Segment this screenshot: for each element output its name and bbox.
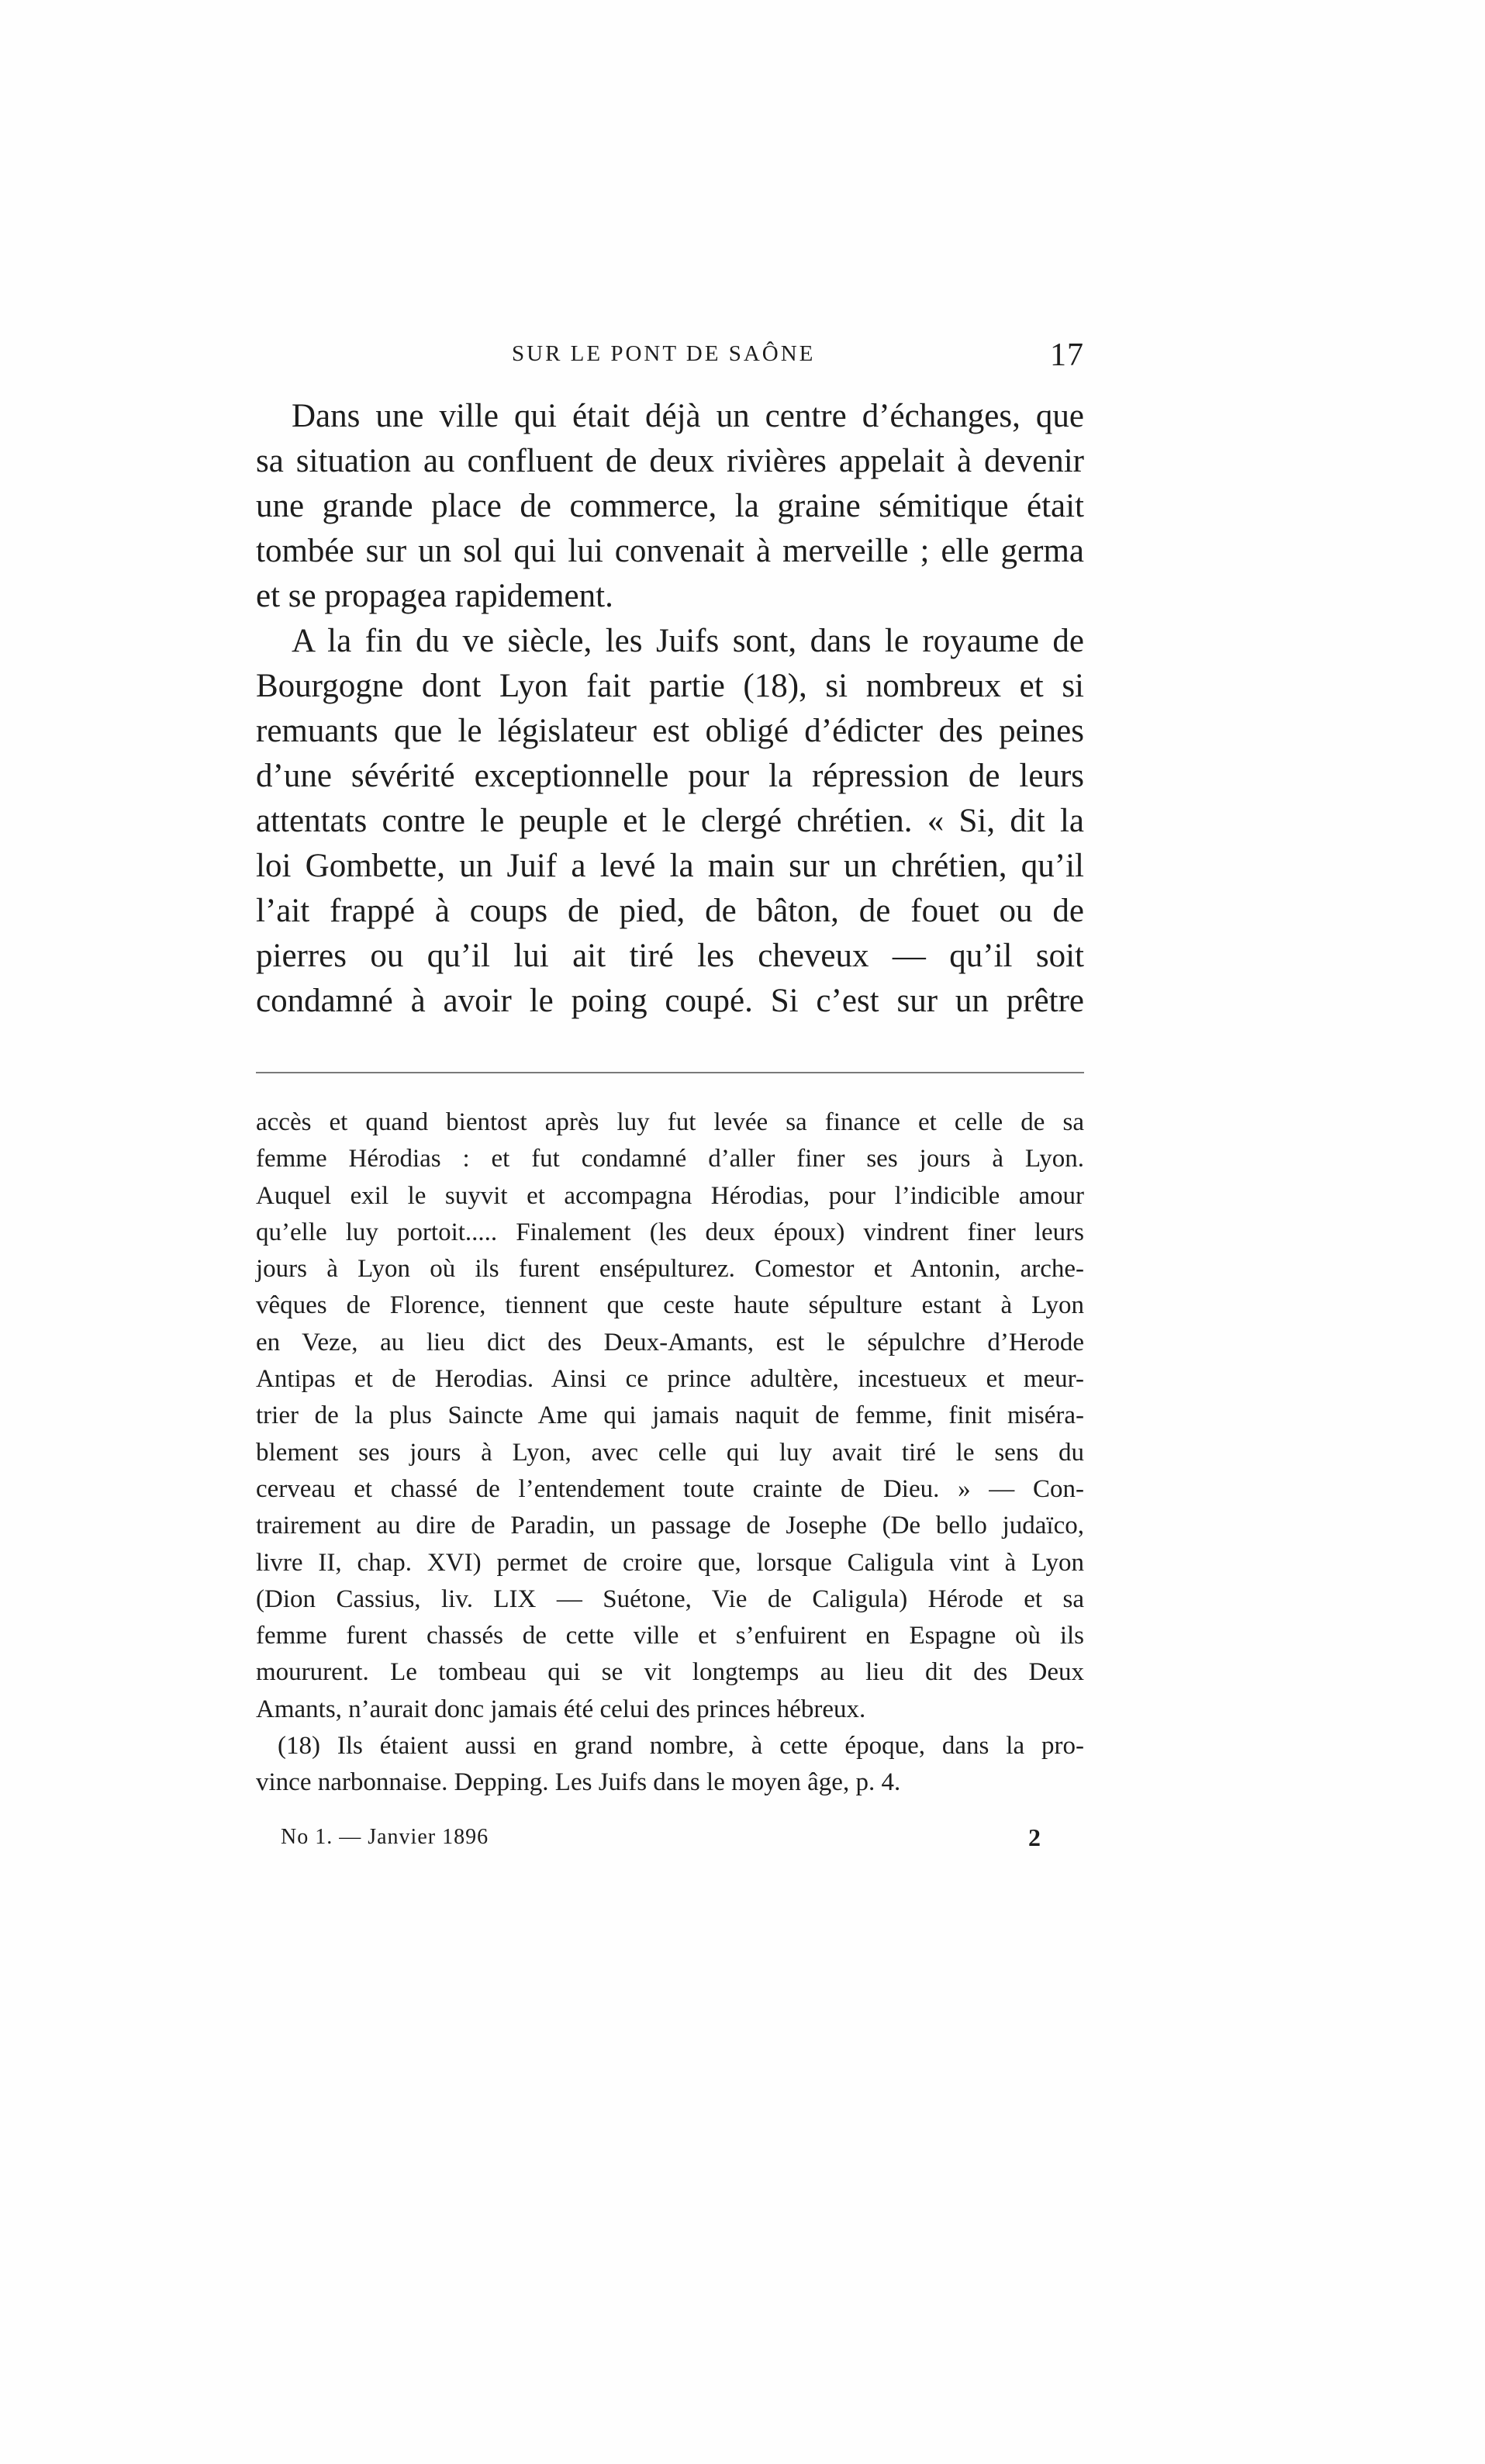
- body-line: condamné à avoir le poing coupé. Si c’est sur un prêtre: [256, 983, 1084, 1019]
- footnote-line: qu’elle luy portoit..... Finalement (les deux époux) vindrent finer leurs: [256, 1218, 1084, 1246]
- footnote-line: vêques de Florence, tiennent que ceste haute sépulture estant à Lyon: [256, 1291, 1084, 1320]
- body-line: pierres ou qu’il lui ait tiré les cheveux — qu’il soit: [256, 938, 1084, 974]
- footnote-18-line: (18) Ils étaient aussi en grand nombre, à cette époque, dans la pro-: [278, 1732, 1084, 1761]
- body-line: et se propagea rapidement.: [256, 578, 613, 614]
- running-title: SUR LE PONT DE SAÔNE: [512, 341, 816, 366]
- footnote-line: accès et quand bientost après luy fut levée sa finance et celle de sa: [256, 1108, 1084, 1136]
- footnote-line: moururent. Le tombeau qui se vit longtemps au lieu dit des Deux: [256, 1658, 1084, 1687]
- page-number: 17: [1050, 337, 1084, 373]
- body-line: Bourgogne dont Lyon fait partie (18), si nombreux et si: [256, 668, 1084, 704]
- gathering-mark: 2: [1028, 1823, 1041, 1851]
- footnote-18-line: vince narbonnaise. Depping. Les Juifs dans le moyen âge, p. 4.: [256, 1768, 901, 1797]
- body-line: remuants que le législateur est obligé d’édicter des peines: [256, 713, 1084, 749]
- footnote-line: femme Hérodias : et fut condamné d’aller finer ses jours à Lyon.: [256, 1145, 1084, 1173]
- footnote-line: jours à Lyon où ils furent ensépulturez. Comestor et Antonin, arche-: [256, 1255, 1084, 1284]
- body-text: [256, 394, 1084, 1024]
- running-head: [256, 337, 1084, 380]
- footnote-line: cerveau et chassé de l’entendement toute crainte de Dieu. » — Con-: [256, 1474, 1084, 1503]
- body-line: d’une sévérité exceptionnelle pour la répression de leurs: [256, 758, 1084, 794]
- body-line: attentats contre le peuple et le clergé chrétien. « Si, dit la: [256, 803, 1084, 839]
- footnote-separator-rule: [256, 1072, 1084, 1073]
- body-line: une grande place de commerce, la graine sémitique était: [256, 488, 1084, 524]
- footnote-line: (Dion Cassius, liv. LIX — Suétone, Vie de Caligula) Hérode et sa: [256, 1584, 1084, 1613]
- footnote-line: Auquel exil le suyvit et accompagna Hérodias, pour l’indicible amour: [256, 1181, 1084, 1210]
- footnote-line: Amants, n’aurait donc jamais été celui des princes hébreux.: [256, 1695, 866, 1723]
- body-line: l’ait frappé à coups de pied, de bâton, de fouet ou de: [256, 893, 1084, 929]
- body-line: A la fin du ve siècle, les Juifs sont, dans le royaume de: [292, 623, 1084, 659]
- body-line: tombée sur un sol qui lui convenait à merveille ; elle germa: [256, 533, 1084, 569]
- footnote-line: livre II, chap. XVI) permet de croire que, lorsque Caligula vint à Lyon: [256, 1548, 1084, 1577]
- footnote-line: trier de la plus Saincte Ame qui jamais naquit de femme, finit miséra-: [256, 1401, 1084, 1430]
- footnote-line: trairement au dire de Paradin, un passage de Josephe (De bello judaïco,: [256, 1512, 1084, 1540]
- body-line: loi Gombette, un Juif a levé la main sur un chrétien, qu’il: [256, 848, 1084, 884]
- footnote-line: Antipas et de Herodias. Ainsi ce prince adultère, incestueux et meur-: [256, 1365, 1084, 1394]
- printer-signature: [281, 1825, 1084, 1856]
- footnote-line: femme furent chassés de cette ville et s’enfuirent en Espagne où ils: [256, 1622, 1084, 1650]
- body-line: sa situation au confluent de deux rivières appelait à devenir: [256, 443, 1084, 479]
- body-line: Dans une ville qui était déjà un centre d’échanges, que: [292, 398, 1084, 434]
- footnote-line: en Veze, au lieu dict des Deux-Amants, est le sépulchre d’Herode: [256, 1328, 1084, 1356]
- footnotes: [256, 1104, 1084, 1802]
- footnote-line: blement ses jours à Lyon, avec celle qui luy avait tiré le sens du: [256, 1438, 1084, 1467]
- issue-signature: No 1. — Janvier 1896: [281, 1825, 489, 1849]
